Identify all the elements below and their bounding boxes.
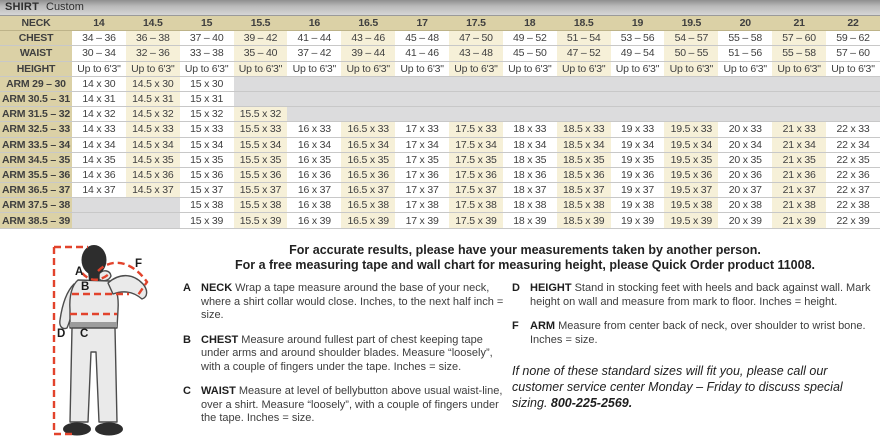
size-row <box>0 107 880 122</box>
neck-header-row <box>0 16 880 31</box>
definition-letter: C <box>183 385 191 397</box>
size-cell: 15 x 35 <box>180 152 234 167</box>
neck-size: 18.5 <box>557 16 611 31</box>
heading-line-2: For a free measuring tape and wall chart for measuring height, please Quick Order product 11008. <box>234 258 816 272</box>
size-cell: 17 x 33 <box>395 122 449 137</box>
size-cell <box>341 91 395 106</box>
size-cell <box>557 107 611 122</box>
row-label: ARM 36.5 – 37 <box>1 184 71 197</box>
row-label: ARM 34.5 – 35 <box>1 153 71 166</box>
size-cell: 21 x 36 <box>772 167 826 182</box>
size-cell: 19.5 x 33 <box>664 122 718 137</box>
size-cell: 15 x 36 <box>180 167 234 182</box>
definition-term: HEIGHT <box>530 282 572 294</box>
size-cell: 14 x 35 <box>72 152 126 167</box>
size-cell: 51 – 56 <box>718 46 772 61</box>
size-cell: 22 x 36 <box>826 167 880 182</box>
row-label: ARM 32.5 – 33 <box>1 123 71 136</box>
size-cell <box>718 76 772 91</box>
size-cell <box>449 91 503 106</box>
size-cell: 16 x 38 <box>287 198 341 213</box>
size-cell: 34 – 36 <box>72 31 126 46</box>
size-cell: 19 x 37 <box>611 183 665 198</box>
size-cell: 50 – 55 <box>664 46 718 61</box>
size-cell: 22 x 34 <box>826 137 880 152</box>
size-cell: 17.5 x 37 <box>449 183 503 198</box>
size-cell: 47 – 50 <box>449 31 503 46</box>
definitions-left <box>183 282 507 437</box>
size-cell: Up to 6'3" <box>718 61 772 76</box>
size-cell: 14 x 37 <box>72 183 126 198</box>
size-cell: 14.5 x 30 <box>126 76 180 91</box>
definition-term: ARM <box>530 320 556 332</box>
size-cell: 17 x 35 <box>395 152 449 167</box>
size-cell <box>395 91 449 106</box>
size-cell: 18 x 38 <box>503 198 557 213</box>
size-cell: Up to 6'3" <box>557 61 611 76</box>
size-cell: 15 x 38 <box>180 198 234 213</box>
size-cell: 15 x 37 <box>180 183 234 198</box>
letter-c: C <box>80 328 89 340</box>
size-cell <box>341 107 395 122</box>
size-cell: 15 x 34 <box>180 137 234 152</box>
size-cell: 16 x 33 <box>287 122 341 137</box>
size-cell: 19.5 x 37 <box>664 183 718 198</box>
size-cell: 21 x 37 <box>772 183 826 198</box>
heading-line-1: For accurate results, please have your measurements taken by another person. <box>289 243 761 257</box>
size-cell: 19.5 x 34 <box>664 137 718 152</box>
size-row <box>0 46 880 61</box>
size-cell: 16.5 x 34 <box>341 137 395 152</box>
definitions-right-items <box>512 282 880 347</box>
definition-term: NECK <box>201 282 233 294</box>
size-cell: 16.5 x 33 <box>341 122 395 137</box>
size-cell: 19 x 38 <box>611 198 665 213</box>
definition-item <box>183 334 507 375</box>
size-cell: 17 x 39 <box>395 213 449 228</box>
special-sizing-note <box>512 363 868 411</box>
size-cell: 16.5 x 36 <box>341 167 395 182</box>
size-cell: 17.5 x 34 <box>449 137 503 152</box>
size-cell: 21 x 34 <box>772 137 826 152</box>
size-cell: 20 x 35 <box>718 152 772 167</box>
size-cell: 19 x 34 <box>611 137 665 152</box>
size-cell: 21 x 38 <box>772 198 826 213</box>
size-cell: 21 x 33 <box>772 122 826 137</box>
chart-title-style: Custom <box>46 1 84 13</box>
size-cell: 54 – 57 <box>664 31 718 46</box>
size-cell: 53 – 56 <box>611 31 665 46</box>
size-cell: 19.5 x 38 <box>664 198 718 213</box>
size-cell: 18.5 x 37 <box>557 183 611 198</box>
size-cell <box>287 91 341 106</box>
size-cell: 19 x 36 <box>611 167 665 182</box>
neck-size: 19 <box>611 16 665 31</box>
size-cell <box>557 76 611 91</box>
size-cell <box>718 107 772 122</box>
definition-text: ARM Measure from center back of neck, over shoulder to wrist bone. Inches = size. <box>530 320 866 346</box>
definition-letter: D <box>512 282 520 294</box>
definition-item <box>183 282 507 323</box>
neck-size: 21 <box>772 16 826 31</box>
size-cell: 17 x 36 <box>395 167 449 182</box>
size-cell: 57 – 60 <box>772 31 826 46</box>
chart-title-bar <box>0 0 880 16</box>
size-cell: Up to 6'3" <box>611 61 665 76</box>
measurement-figure <box>16 240 168 442</box>
letter-b: B <box>81 281 90 293</box>
size-cell: 17 x 37 <box>395 183 449 198</box>
size-cell: 19 x 39 <box>611 213 665 228</box>
size-cell: 21 x 35 <box>772 152 826 167</box>
size-cell: 17.5 x 33 <box>449 122 503 137</box>
size-cell: Up to 6'3" <box>126 61 180 76</box>
size-row <box>0 213 880 228</box>
definition-item <box>512 282 880 309</box>
right-shoe <box>95 423 123 436</box>
size-cell: 59 – 62 <box>826 31 880 46</box>
size-row <box>0 198 880 213</box>
neck-size: 15.5 <box>234 16 288 31</box>
size-cell <box>718 91 772 106</box>
size-cell: 57 – 60 <box>826 46 880 61</box>
size-cell <box>395 107 449 122</box>
size-cell: 19 x 35 <box>611 152 665 167</box>
size-cell: 20 x 38 <box>718 198 772 213</box>
size-cell: 18.5 x 38 <box>557 198 611 213</box>
size-cell: 14 x 31 <box>72 91 126 106</box>
size-cell: 18 x 39 <box>503 213 557 228</box>
size-row <box>0 137 880 152</box>
row-label: ARM 29 – 30 <box>0 76 72 91</box>
size-cell <box>287 107 341 122</box>
size-cell: 41 – 44 <box>287 31 341 46</box>
size-cell: 43 – 46 <box>341 31 395 46</box>
size-cell <box>395 76 449 91</box>
size-cell: 14 x 32 <box>72 107 126 122</box>
size-row <box>0 61 880 76</box>
size-cell: 18.5 x 39 <box>557 213 611 228</box>
size-cell <box>772 91 826 106</box>
definition-term: CHEST <box>201 333 239 346</box>
size-cell: 16 x 36 <box>287 167 341 182</box>
row-label: ARM 30.5 – 31 <box>1 93 71 106</box>
neck-size: 14 <box>72 16 126 31</box>
size-cell: 18.5 x 34 <box>557 137 611 152</box>
size-cell: 20 x 34 <box>718 137 772 152</box>
neck-size: 22 <box>826 16 880 31</box>
size-cell: 14.5 x 33 <box>126 122 180 137</box>
size-cell <box>557 91 611 106</box>
size-cell <box>611 91 665 106</box>
size-cell <box>234 76 288 91</box>
size-row <box>0 167 880 182</box>
definition-text: NECK Wrap a tape measure around the base of your neck, where a shirt collar would close. Inches, to the next half inch = size. <box>201 282 504 321</box>
size-cell: 19.5 x 36 <box>664 167 718 182</box>
size-cell: 16.5 x 38 <box>341 198 395 213</box>
size-cell: 41 – 46 <box>395 46 449 61</box>
size-cell: 14.5 x 32 <box>126 107 180 122</box>
size-cell: Up to 6'3" <box>72 61 126 76</box>
size-row <box>0 31 880 46</box>
size-cell: 16.5 x 39 <box>341 213 395 228</box>
size-cell: Up to 6'3" <box>772 61 826 76</box>
letter-f: F <box>135 258 143 270</box>
definition-text: CHEST Measure around fullest part of chest keeping tape under arms and around shoulder blades. Measure “loosely”, with a couple of fingers under the tape. Inches = size. <box>201 333 493 373</box>
definition-text: WAIST Measure at level of bellybutton above usual waist-line, over a shirt. Measure “loosely”, with a couple of fingers under the tape. Inches = size. <box>201 385 503 424</box>
size-cell: 14.5 x 35 <box>126 152 180 167</box>
size-cell: 14 x 34 <box>72 137 126 152</box>
size-cell <box>126 198 180 213</box>
size-cell: 15.5 x 36 <box>234 167 288 182</box>
size-cell: Up to 6'3" <box>341 61 395 76</box>
size-cell: 17.5 x 39 <box>449 213 503 228</box>
size-cell <box>664 76 718 91</box>
size-cell: 22 x 38 <box>826 198 880 213</box>
chart-title-product: SHIRT <box>5 1 39 13</box>
size-cell: 36 – 38 <box>126 31 180 46</box>
neck-size: 20 <box>718 16 772 31</box>
definition-item <box>512 320 880 347</box>
row-label: ARM 38.5 – 39 <box>1 214 71 227</box>
size-cell: 18.5 x 36 <box>557 167 611 182</box>
size-cell: 37 – 40 <box>180 31 234 46</box>
size-cell: 30 – 34 <box>72 46 126 61</box>
size-cell: 35 – 40 <box>234 46 288 61</box>
size-cell: 19.5 x 39 <box>664 213 718 228</box>
definition-text: HEIGHT Stand in stocking feet with heels and back against wall. Mark height on wall and measure from mark to floor. Inches = height. <box>530 282 871 308</box>
size-cell: 55 – 58 <box>718 31 772 46</box>
size-cell: 14.5 x 36 <box>126 167 180 182</box>
size-table <box>0 16 880 229</box>
row-label: ARM 35.5 – 36 <box>1 168 71 181</box>
size-cell: 17.5 x 35 <box>449 152 503 167</box>
size-cell <box>772 76 826 91</box>
person-head <box>82 245 107 275</box>
size-cell: 16 x 37 <box>287 183 341 198</box>
neck-size: 16.5 <box>341 16 395 31</box>
size-cell: 22 x 37 <box>826 183 880 198</box>
size-cell: 45 – 48 <box>395 31 449 46</box>
row-label: ARM 31.5 – 32 <box>1 108 71 121</box>
letter-a: A <box>75 266 84 278</box>
definition-letter: B <box>183 333 191 346</box>
size-cell: 20 x 39 <box>718 213 772 228</box>
size-cell: 19 x 33 <box>611 122 665 137</box>
size-cell: Up to 6'3" <box>395 61 449 76</box>
size-cell: 14 x 30 <box>72 76 126 91</box>
size-cell: 49 – 54 <box>611 46 665 61</box>
size-cell: 16 x 35 <box>287 152 341 167</box>
size-cell: 20 x 37 <box>718 183 772 198</box>
size-cell <box>611 76 665 91</box>
waistband <box>70 322 117 327</box>
letter-d: D <box>57 328 66 340</box>
size-cell: 14 x 33 <box>72 122 126 137</box>
definition-item <box>183 385 507 426</box>
size-cell: Up to 6'3" <box>234 61 288 76</box>
row-label: ARM 37.5 – 38 <box>1 199 71 212</box>
size-row <box>0 91 880 106</box>
size-cell: 18 x 36 <box>503 167 557 182</box>
size-cell: 15.5 x 32 <box>234 107 288 122</box>
size-cell: 15.5 x 37 <box>234 183 288 198</box>
size-cell <box>503 76 557 91</box>
size-cell: 15.5 x 35 <box>234 152 288 167</box>
size-cell <box>449 107 503 122</box>
size-cell: 16.5 x 35 <box>341 152 395 167</box>
size-cell: 15.5 x 39 <box>234 213 288 228</box>
size-cell <box>449 76 503 91</box>
neck-size: 19.5 <box>664 16 718 31</box>
size-cell <box>72 213 126 228</box>
size-cell: 22 x 39 <box>826 213 880 228</box>
size-cell: Up to 6'3" <box>287 61 341 76</box>
size-row <box>0 76 880 91</box>
size-cell: Up to 6'3" <box>180 61 234 76</box>
size-cell: Up to 6'3" <box>449 61 503 76</box>
size-cell <box>826 91 880 106</box>
size-cell: 43 – 48 <box>449 46 503 61</box>
size-cell: 17 x 38 <box>395 198 449 213</box>
size-cell <box>503 91 557 106</box>
definition-letter: F <box>512 320 519 332</box>
size-cell: 45 – 50 <box>503 46 557 61</box>
size-cell: 37 – 42 <box>287 46 341 61</box>
size-cell: 18.5 x 33 <box>557 122 611 137</box>
row-label: HEIGHT <box>0 61 72 76</box>
size-cell <box>341 76 395 91</box>
size-cell <box>503 107 557 122</box>
size-cell <box>664 91 718 106</box>
size-row <box>0 152 880 167</box>
size-cell: 18 x 34 <box>503 137 557 152</box>
size-cell: 15.5 x 38 <box>234 198 288 213</box>
size-cell: 18.5 x 35 <box>557 152 611 167</box>
size-cell: 18 x 33 <box>503 122 557 137</box>
phone-number: 800-225-2569. <box>550 396 633 410</box>
size-cell: 15 x 33 <box>180 122 234 137</box>
size-cell <box>826 107 880 122</box>
size-cell: 15 x 32 <box>180 107 234 122</box>
size-cell: 18 x 35 <box>503 152 557 167</box>
size-cell: 15 x 30 <box>180 76 234 91</box>
size-cell <box>826 76 880 91</box>
size-cell: 18 x 37 <box>503 183 557 198</box>
size-cell: 21 x 39 <box>772 213 826 228</box>
size-cell: 15.5 x 33 <box>234 122 288 137</box>
row-label: ARM 33.5 – 34 <box>1 138 71 151</box>
size-cell: 39 – 44 <box>341 46 395 61</box>
definitions-right <box>512 282 880 411</box>
row-label: CHEST <box>0 31 72 46</box>
size-cell: 15.5 x 34 <box>234 137 288 152</box>
size-cell: 20 x 33 <box>718 122 772 137</box>
size-cell: 32 – 36 <box>126 46 180 61</box>
definition-letter: A <box>183 282 191 294</box>
size-cell: 16 x 39 <box>287 213 341 228</box>
size-cell <box>126 213 180 228</box>
size-cell: 16.5 x 37 <box>341 183 395 198</box>
size-cell: 16 x 34 <box>287 137 341 152</box>
size-row <box>0 122 880 137</box>
size-cell: 14 x 36 <box>72 167 126 182</box>
size-cell: Up to 6'3" <box>664 61 718 76</box>
row-label: WAIST <box>0 46 72 61</box>
size-cell: 14.5 x 37 <box>126 183 180 198</box>
size-cell: 33 – 38 <box>180 46 234 61</box>
size-cell <box>611 107 665 122</box>
instructions-heading <box>170 243 880 273</box>
row-label: NECK <box>0 16 72 31</box>
definition-term: WAIST <box>201 385 236 397</box>
size-cell: 39 – 42 <box>234 31 288 46</box>
note-text: If none of these standard sizes will fit you, please call our customer service center Monday – Friday to discuss special sizing. <box>512 364 843 410</box>
size-cell: Up to 6'3" <box>503 61 557 76</box>
size-cell: 20 x 36 <box>718 167 772 182</box>
size-cell: Up to 6'3" <box>826 61 880 76</box>
size-cell: 49 – 52 <box>503 31 557 46</box>
size-cell: 51 – 54 <box>557 31 611 46</box>
size-cell <box>287 76 341 91</box>
size-cell: 14.5 x 31 <box>126 91 180 106</box>
neck-size: 15 <box>180 16 234 31</box>
neck-size: 18 <box>503 16 557 31</box>
size-cell: 17 x 34 <box>395 137 449 152</box>
size-row <box>0 183 880 198</box>
size-cell: 47 – 52 <box>557 46 611 61</box>
neck-size: 17.5 <box>449 16 503 31</box>
size-cell: 17.5 x 38 <box>449 198 503 213</box>
size-cell: 55 – 58 <box>772 46 826 61</box>
size-cell: 14.5 x 34 <box>126 137 180 152</box>
neck-size: 14.5 <box>126 16 180 31</box>
size-cell <box>234 91 288 106</box>
size-cell: 15 x 39 <box>180 213 234 228</box>
size-table-body <box>0 16 880 228</box>
size-cell: 22 x 35 <box>826 152 880 167</box>
neck-size: 17 <box>395 16 449 31</box>
neck-size: 16 <box>287 16 341 31</box>
size-cell <box>772 107 826 122</box>
size-cell: 15 x 31 <box>180 91 234 106</box>
size-cell <box>664 107 718 122</box>
person-diagram-icon <box>16 240 168 442</box>
size-cell: 22 x 33 <box>826 122 880 137</box>
size-cell: 19.5 x 35 <box>664 152 718 167</box>
size-cell: 17.5 x 36 <box>449 167 503 182</box>
size-cell <box>72 198 126 213</box>
